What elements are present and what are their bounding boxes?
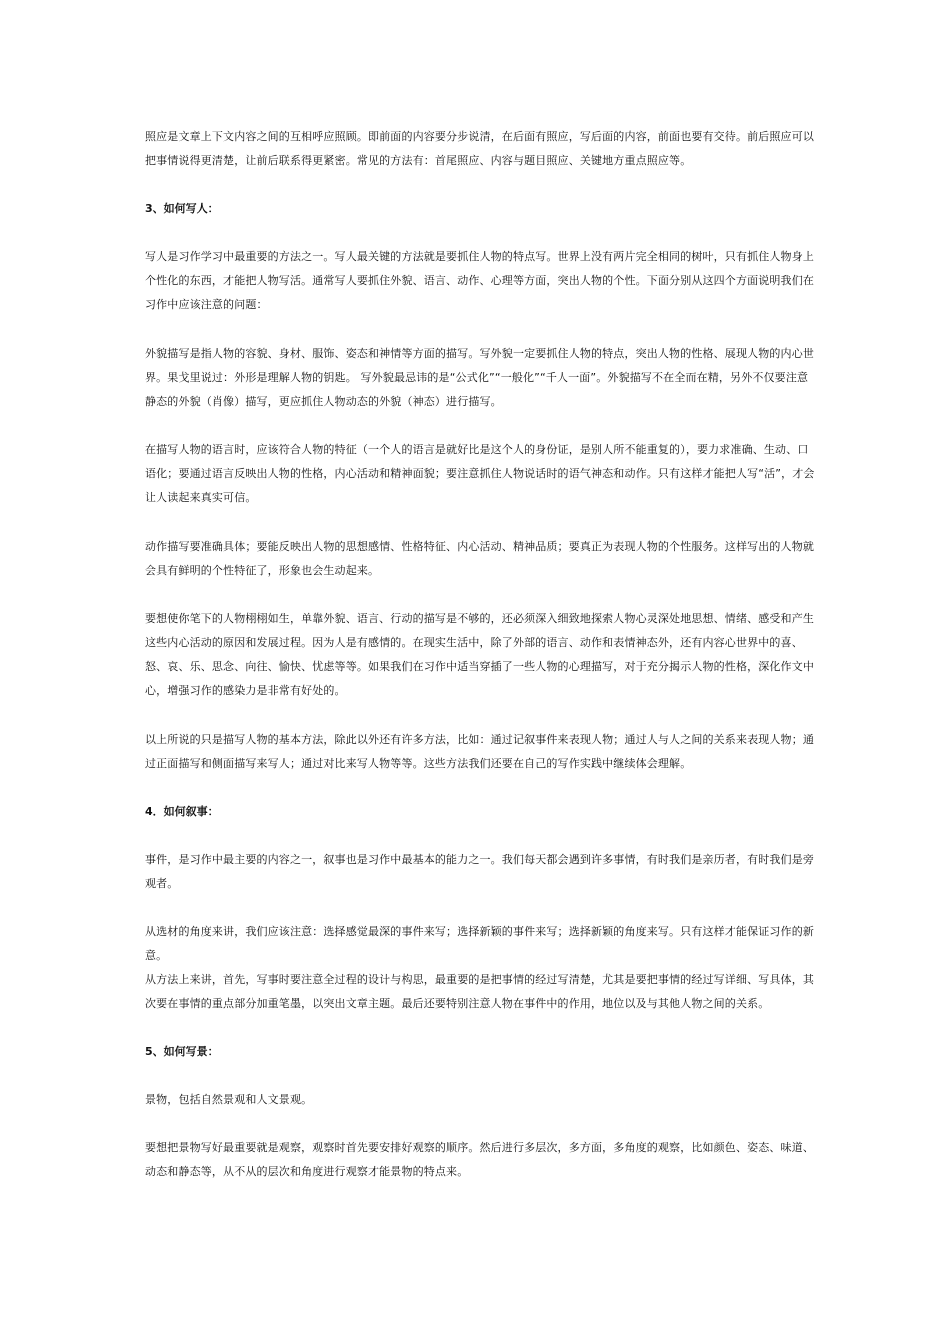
paragraph-appearance: 外貌描写是指人物的容貌、身材、服饰、姿态和神情等方面的描写。写外貌一定要抓住人物的特点，突出人物的性格、展现人物的内心世界。果戈里说过：外形是理解人物的钥匙。 写外貌最忌讳的是“公式化”“一般化”“千人一面”。外貌描写不在全而在精，另外不仅要注意静态的外貌（肖像）描写，更应抓住人物动态的外貌（神态）进行描写。 — [145, 347, 814, 408]
paragraph-observation: 要想把景物写好最重要就是观察，观察时首先要安排好观察的顺序。然后进行多层次，多方面，多角度的观察，比如颜色、姿态、味道、动态和静态等，从不从的层次和角度进行观察才能景物的特点来。 — [145, 1141, 814, 1178]
paragraph-psychology: 要想使你笔下的人物栩栩如生，单靠外貌、语言、行动的描写是不够的，还必须深入细致地探索人物心灵深处地思想、情绪、感受和产生这些内心活动的原因和发展过程。因为人是有感情的。在现实生活中，除了外部的语言、动作和表情神态外，还有内容心世界中的喜、怒、哀、乐、思念、向往、愉快、忧虑等等。如果我们在习作中适当穿插了一些人物的心理描写，对于充分揭示人物的性格，深化作文中心，增强习作的感染力是非常有好处的。 — [145, 612, 814, 697]
paragraph-write-people-intro: 写人是习作学习中最重要的方法之一。写人最关键的方法就是要抓住人物的特点写。世界上没有两片完全相同的树叶，只有抓住人物身上个性化的东西，才能把人物写活。通常写人要抓住外貌、语言、动作、心理等方面，突出人物的个性。下面分别从这四个方面说明我们在习作中应该注意的问题： — [145, 250, 814, 311]
paragraph-scenery-types: 景物，包括自然景观和人文景观。 — [145, 1093, 313, 1106]
heading-scenery: 5、如何写景： — [145, 1045, 219, 1058]
paragraph-language: 在描写人物的语言时，应该符合人物的特征（一个人的语言是就好比是这个人的身份证，是别人所不能重复的），要力求准确、生动、口语化；要通过语言反映出人物的性格，内心活动和精神面貌；要注意抓住人物说话时的语气神态和动作。只有这样才能把人写“活”，才会让人读起来真实可信。 — [145, 443, 815, 504]
heading-write-people: 3、如何写人： — [145, 202, 219, 215]
paragraph-echo: 照应是文章上下文内容之间的互相呼应照顾。即前面的内容要分步说清，在后面有照应，写后面的内容，前面也要有交待。前后照应可以把事情说得更清楚，让前后联系得更紧密。常见的方法有：首尾照应、内容与题目照应、关键地方重点照应等。 — [145, 130, 814, 167]
heading-narrate: 4．如何叙事： — [145, 805, 219, 818]
paragraph-events: 事件，是习作中最主要的内容之一，叙事也是习作中最基本的能力之一。我们每天都会遇到许多事情，有时我们是亲历者，有时我们是旁观者。 — [145, 853, 814, 890]
paragraph-method: 从方法上来讲，首先，写事时要注意全过程的设计与构思，最重要的是把事情的经过写清楚，尤其是要把事情的经过写详细、写具体，其次要在事情的重点部分加重笔墨，以突出文章主题。最后还要特别注意人物在事件中的作用，地位以及与其他人物之间的关系。 — [145, 973, 814, 1010]
paragraph-action: 动作描写要准确具体；要能反映出人物的思想感情、性格特征、内心活动、精神品质；要真正为表现人物的个性服务。这样写出的人物就会具有鲜明的个性特征了，形象也会生动起来。 — [145, 540, 814, 577]
paragraph-material: 从选材的角度来讲，我们应该注意：选择感觉最深的事件来写；选择新颖的事件来写；选择新颖的角度来写。只有这样才能保证习作的新意。 — [145, 925, 814, 962]
paragraph-other-methods: 以上所说的只是描写人物的基本方法，除此以外还有许多方法，比如：通过记叙事件来表现人物；通过人与人之间的关系来表现人物；通过正面描写和侧面描写来写人；通过对比来写人物等等。这些方法我们还要在自己的写作实践中继续体会理解。 — [145, 733, 814, 770]
